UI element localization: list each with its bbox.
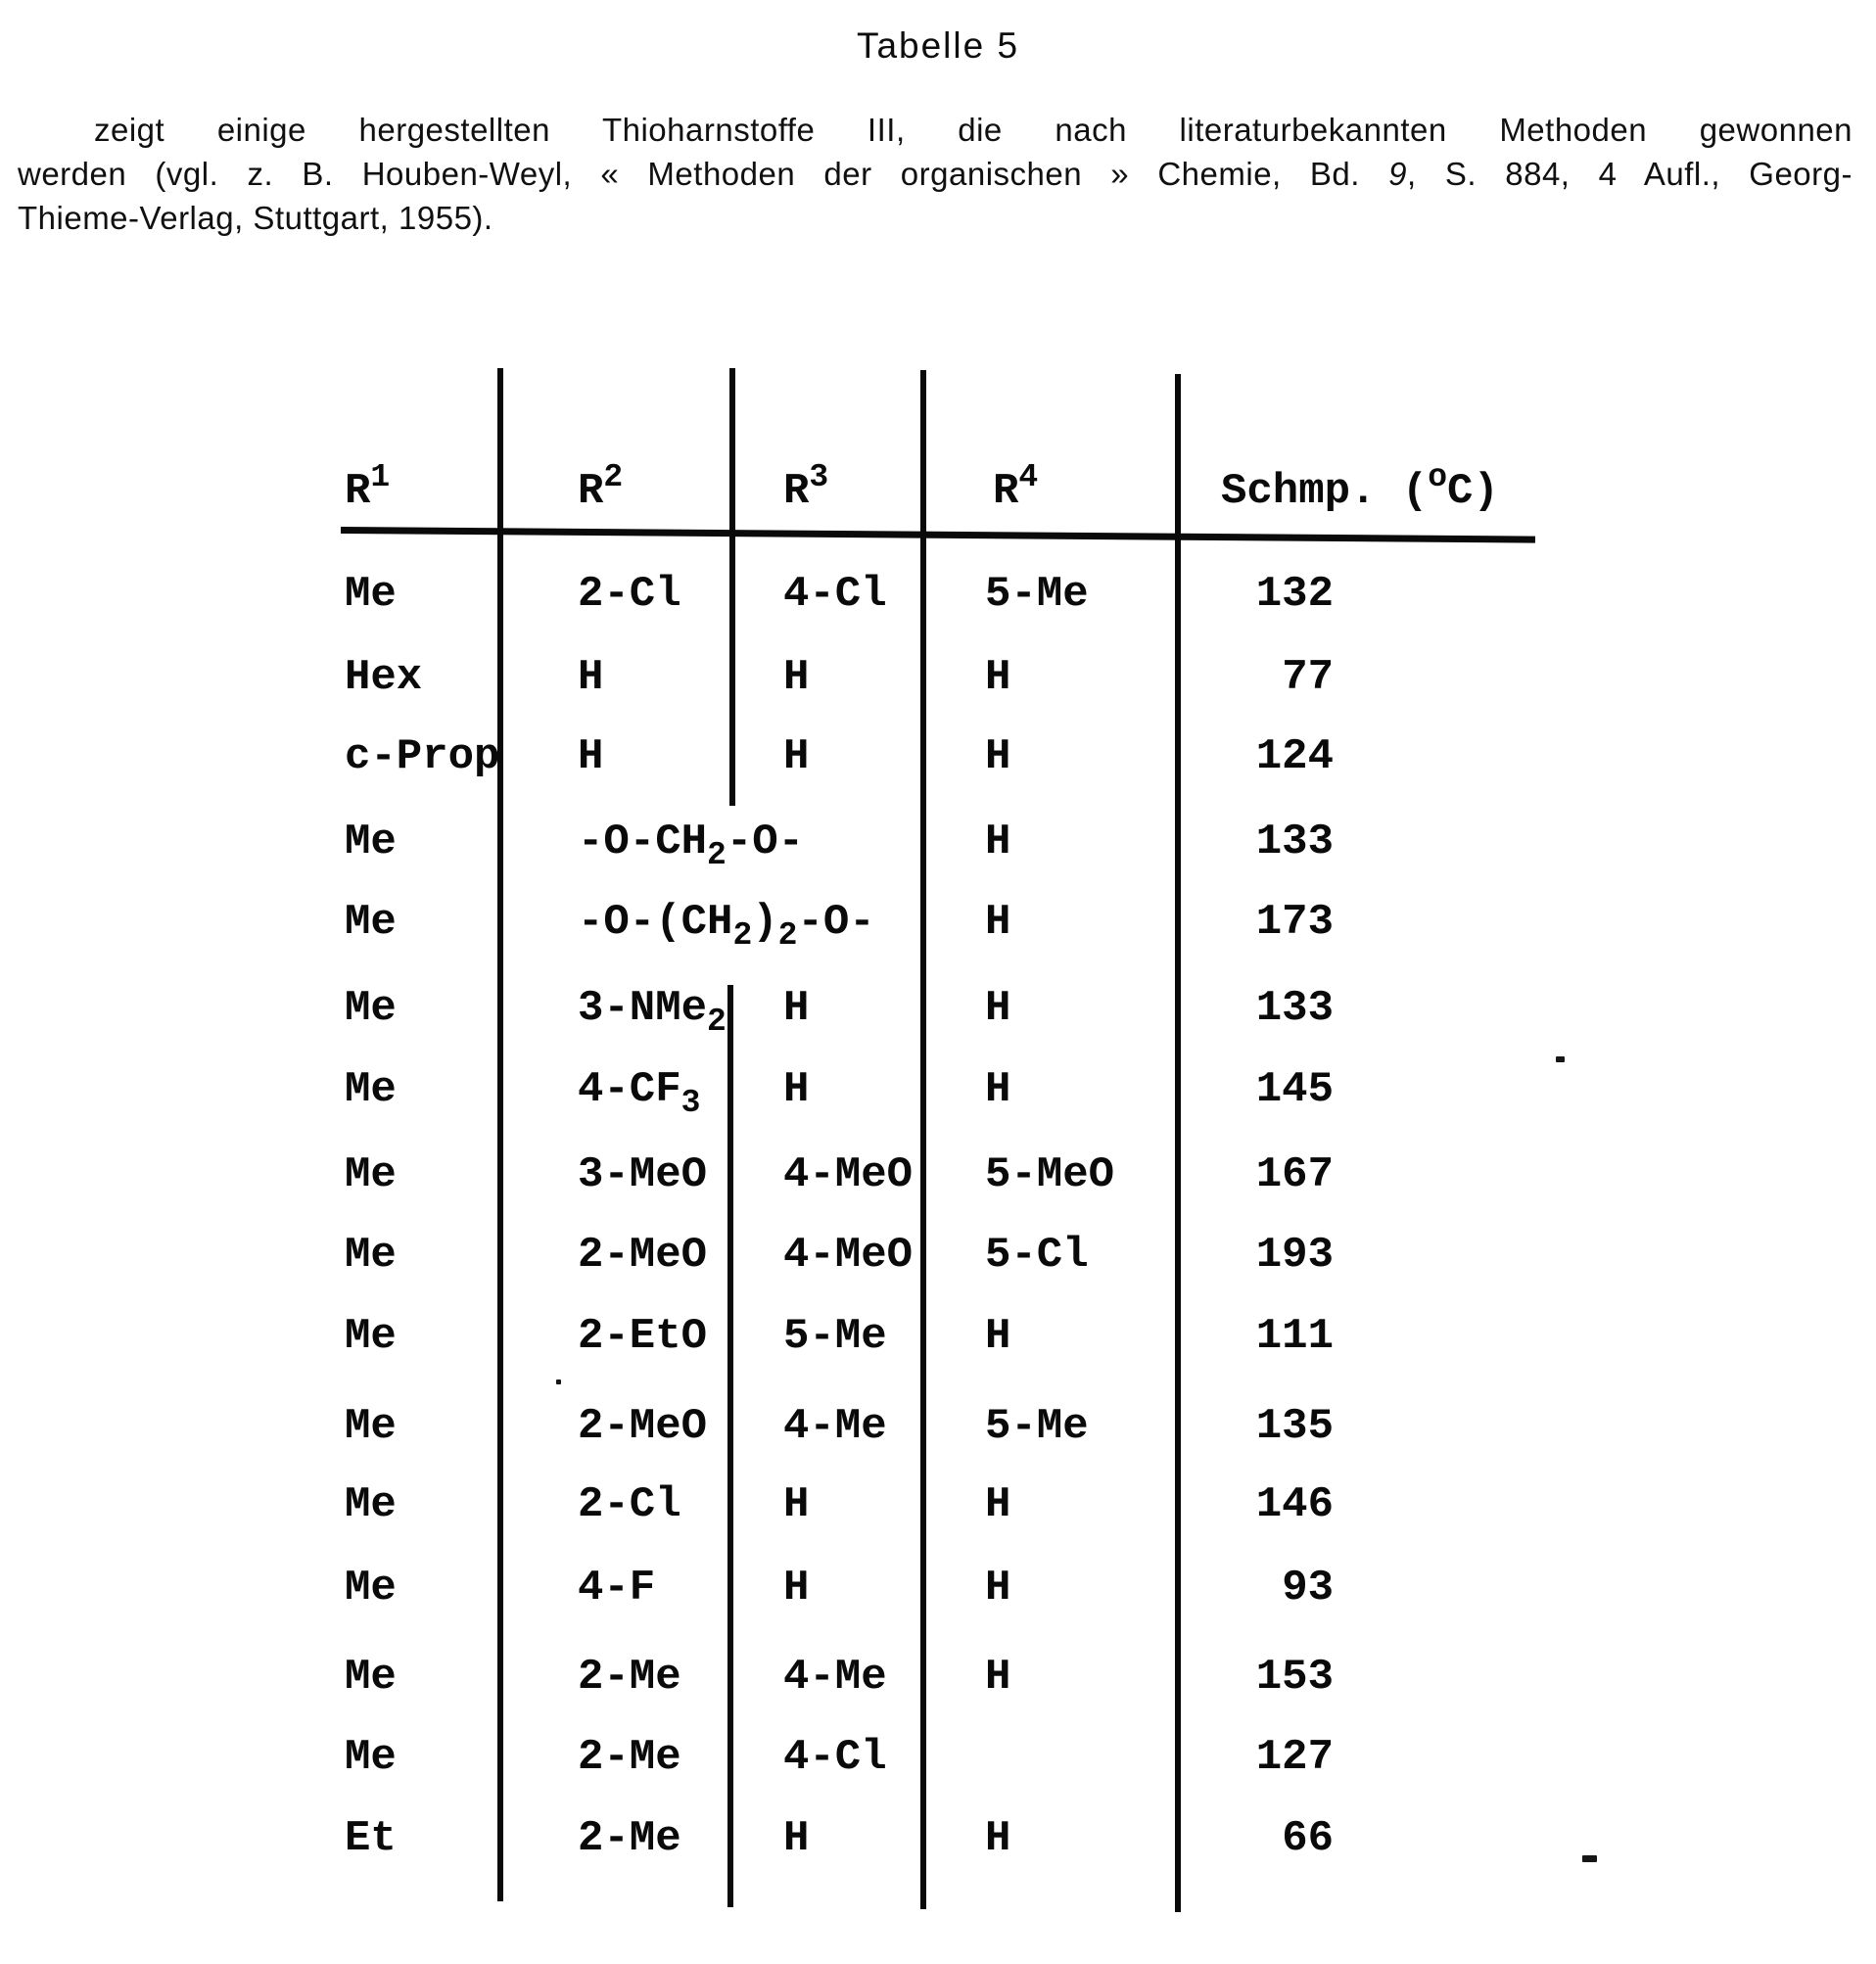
table-row (0, 650, 1876, 705)
cell-r3: H (783, 732, 810, 781)
cell-schmp: 133 (1255, 818, 1334, 866)
cell-r1: Me (345, 570, 397, 619)
cell-r2: 2-MeO (578, 1402, 708, 1451)
cell-r3: H (783, 984, 810, 1033)
cell-r2: 4-F (578, 1564, 656, 1613)
cell-r4: H (985, 818, 1011, 866)
cell-r3: 4-Me (783, 1402, 887, 1451)
cell-r3: H (783, 1065, 810, 1114)
table-row (0, 895, 1876, 955)
cell-schmp: 124 (1255, 732, 1334, 781)
column-header-schmp: Schmp. ($^o$C) (1221, 458, 1499, 516)
header-underline (341, 527, 1535, 543)
column-header-r2: $R^2$ (578, 458, 624, 516)
cell-r1: Me (345, 984, 397, 1033)
cell-r2: 2-Me (578, 1733, 681, 1782)
cell-r1: c-Prop (345, 732, 500, 781)
cell-r3: 4-MeO (783, 1231, 914, 1280)
cell-r2: 3-MeO (578, 1150, 708, 1199)
cell-r2: H (578, 732, 604, 781)
cell-r4: H (985, 1065, 1011, 1114)
cell-r4: H (985, 898, 1011, 947)
column-header-r4: $R^4$ (993, 458, 1039, 516)
cell-r1: Me (345, 898, 397, 947)
cell-r4: H (985, 1480, 1011, 1529)
cell-r1: Me (345, 1231, 397, 1280)
cell-r2: 2-Cl (578, 570, 681, 619)
cell-r2: $-O-(CH_2)_2-O-$ (578, 898, 875, 955)
cell-r4: 5-Me (985, 1402, 1089, 1451)
table-row (0, 1477, 1876, 1532)
cell-r3: 4-Me (783, 1653, 887, 1702)
cell-r3: H (783, 653, 810, 702)
cell-r3: H (783, 1564, 810, 1613)
cell-schmp: 111 (1255, 1312, 1334, 1361)
cell-r4: H (985, 653, 1011, 702)
cell-r2: 2-Me (578, 1814, 681, 1863)
cell-r4: H (985, 1814, 1011, 1863)
table-row (0, 1650, 1876, 1705)
cell-r1: Me (345, 818, 397, 866)
cell-r2: 2-Me (578, 1653, 681, 1702)
cell-r1: Me (345, 1733, 397, 1782)
cell-r4: 5-Me (985, 570, 1089, 619)
table-row (0, 815, 1876, 874)
paragraph-line-1: zeigt einige hergestellten Thioharnstoffe III, die nach literaturbekannten Methoden gewonnen (94, 112, 1853, 148)
cell-r2: 2-EtO (578, 1312, 708, 1361)
cell-r1: Me (345, 1480, 397, 1529)
cell-r3: 5-Me (783, 1312, 887, 1361)
cell-r2: 3-NMe$_2$ (578, 984, 727, 1041)
cell-r3: 4-Cl (783, 570, 887, 619)
paragraph-line-2: werden (vgl. z. B. Houben-Weyl, « Methoden der organischen » Chemie, Bd. 9, S. 884, 4 Aufl., Georg- (18, 156, 1853, 192)
cell-r2: 2-Cl (578, 1480, 681, 1529)
cell-r3: 4-Cl (783, 1733, 887, 1782)
cell-schmp: 167 (1255, 1150, 1334, 1199)
ink-speck (556, 1379, 561, 1384)
cell-r4: 5-MeO (985, 1150, 1115, 1199)
cell-r3: 4-MeO (783, 1150, 914, 1199)
cell-schmp: 93 (1282, 1564, 1334, 1613)
cell-schmp: 135 (1255, 1402, 1334, 1451)
table-row (0, 567, 1876, 622)
cell-r3: H (783, 1814, 810, 1863)
table-row (0, 981, 1876, 1041)
cell-r2: $4-CF_3$ (578, 1065, 701, 1122)
cell-r4: H (985, 732, 1011, 781)
cell-r1: Me (345, 1653, 397, 1702)
paragraph-line-3: Thieme-Verlag, Stuttgart, 1955). (18, 200, 493, 236)
cell-schmp: 153 (1255, 1653, 1334, 1702)
cell-r3: H (783, 1480, 810, 1529)
table-row (0, 729, 1876, 784)
cell-r4: 5-Cl (985, 1231, 1089, 1280)
cell-schmp: 77 (1282, 653, 1334, 702)
cell-r1: Me (345, 1564, 397, 1613)
cell-r1: Me (345, 1150, 397, 1199)
cell-schmp: 133 (1255, 984, 1334, 1033)
cell-r1: Me (345, 1402, 397, 1451)
cell-schmp: 173 (1255, 898, 1334, 947)
table-row (0, 1147, 1876, 1202)
cell-schmp: 127 (1255, 1733, 1334, 1782)
cell-r4: H (985, 1564, 1011, 1613)
cell-r4: H (985, 984, 1011, 1033)
page-title: Tabelle 5 (856, 25, 1020, 66)
cell-r1: Me (345, 1312, 397, 1361)
cell-schmp: 66 (1282, 1814, 1334, 1863)
table-header-row (0, 458, 1876, 519)
table-row (0, 1561, 1876, 1615)
cell-r2: 2-MeO (578, 1231, 708, 1280)
table-row (0, 1399, 1876, 1454)
table-row (0, 1309, 1876, 1364)
cell-r2: $-O-CH_2-O-$ (578, 818, 805, 874)
ink-speck (1556, 1056, 1565, 1062)
table-row (0, 1062, 1876, 1122)
cell-r1: Hex (345, 653, 423, 702)
cell-schmp: 132 (1255, 570, 1334, 619)
cell-r4: H (985, 1312, 1011, 1361)
cell-schmp: 193 (1255, 1231, 1334, 1280)
column-header-r3: $R^3$ (783, 458, 829, 516)
cell-r1: Me (345, 1065, 397, 1114)
table-row (0, 1228, 1876, 1283)
cell-schmp: 146 (1255, 1480, 1334, 1529)
column-header-r1: $R^1$ (345, 458, 391, 516)
cell-r2: H (578, 653, 604, 702)
table-row (0, 1730, 1876, 1785)
ink-speck (1582, 1855, 1597, 1862)
cell-schmp: 145 (1255, 1065, 1334, 1114)
cell-r1: Et (345, 1814, 397, 1863)
cell-r4: H (985, 1653, 1011, 1702)
